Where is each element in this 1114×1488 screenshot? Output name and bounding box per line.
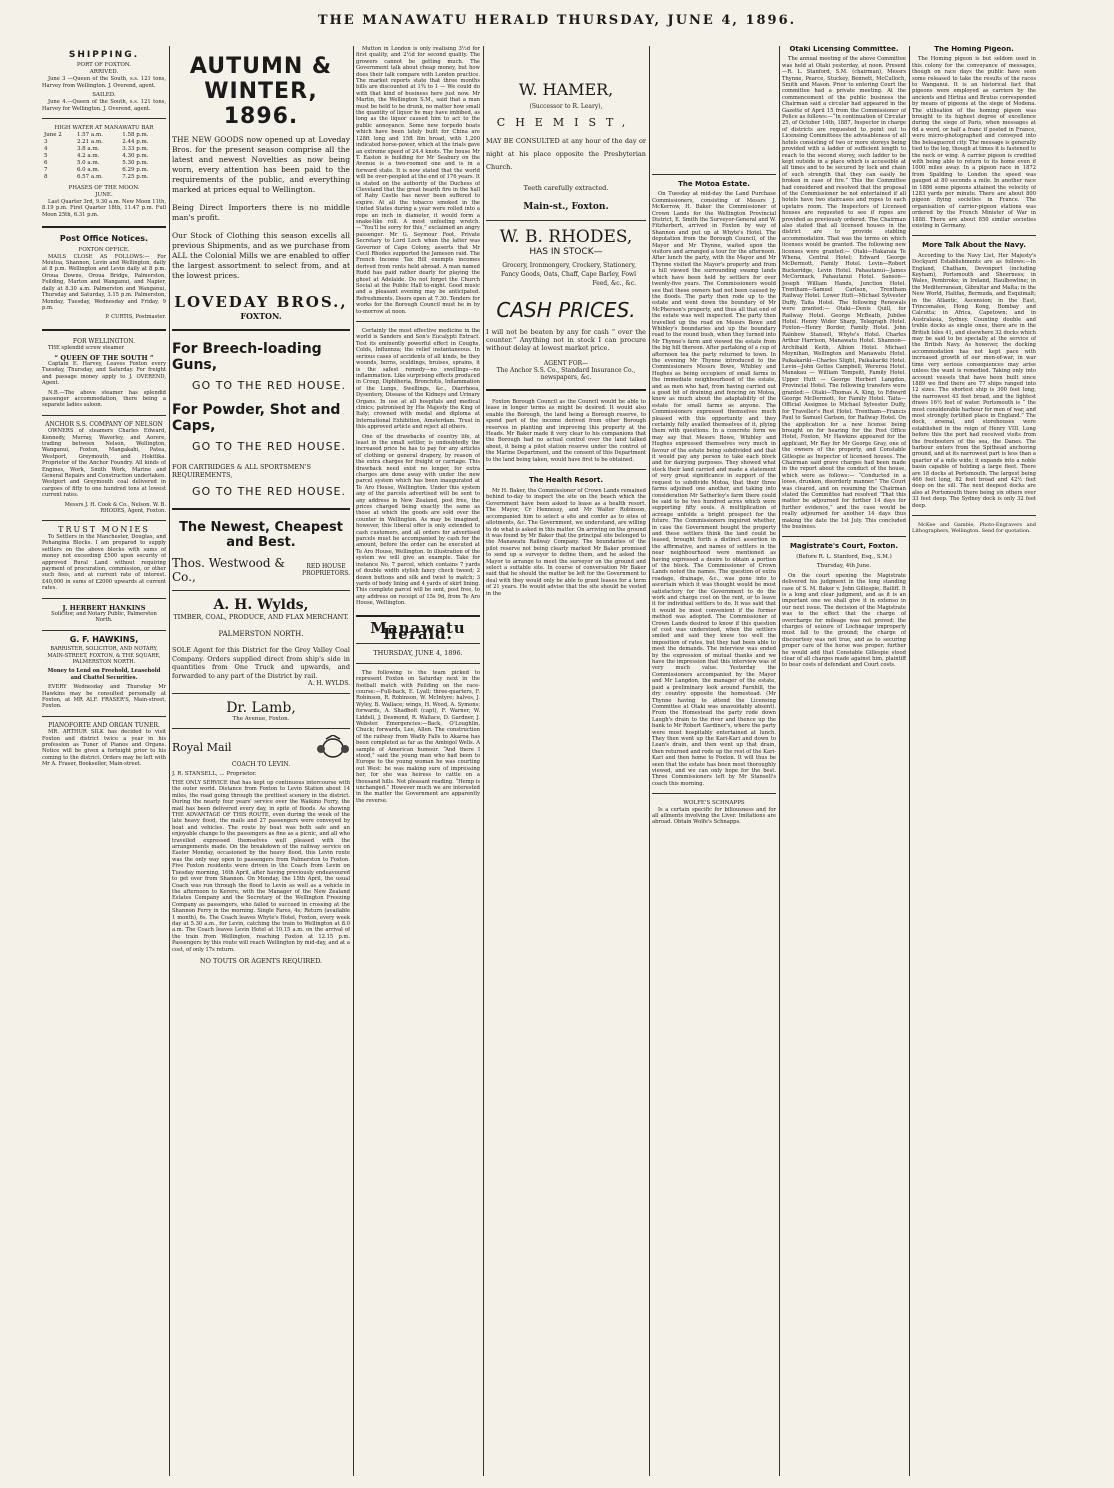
anchor-sign: Messrs J. H. Cook & Co., Nelson. W. B. RHODES, Agent, Foxton. — [64, 501, 166, 515]
tide-row — [42, 167, 166, 174]
wylds-sub: TIMBER, COAL, PRODUCE, AND FLAX MERCHANT. — [173, 613, 349, 621]
post-title: Post Office Notices. — [59, 234, 149, 244]
port-label: PORT OF FOXTON. — [76, 62, 132, 69]
motoa-title: The Motoa Estate. — [678, 180, 750, 188]
schnapps-title: WOLFE'S SCHNAPPS — [683, 800, 745, 807]
guns-sub: GO TO THE RED HOUSE. — [192, 379, 346, 392]
autumn-title: AUTUMN & WINTER, 1896. — [189, 54, 333, 129]
tide-cell: 8 — [44, 174, 48, 181]
trust-text: To Settlers in the Manchester, Douglas, and Pohangina Blocks. I am prepared to supply settlers on the above blocks with sums of money not exceeding £500 upon security of approved Rural Land without requiring payment of procuration, commission, or other such fees, and at current rate of interest. £40,000 in sums of £2000 upwards at current rates. — [42, 533, 166, 592]
loveday-town: FOXTON. — [240, 311, 282, 321]
chemist-text: MAY BE CONSULTED at any hour of the day or night at his place opposite the Presbyterian Church. — [486, 137, 646, 171]
tide-cell: 3.8 a.m. — [76, 146, 100, 153]
tide-cell: 6.57 a.m. — [76, 174, 103, 181]
otaki-title: Otaki Licensing Committee. — [789, 46, 899, 53]
shipping-title: SHIPPING. — [68, 50, 140, 60]
autumn-text: THE NEW GOODS now opened up at Loveday Bros. for the present season comprise all the latest and newest Novelties as now being worn, every attention has been paid to the requirements of the public, and everything marked at prices equal to Wellington. — [172, 135, 350, 194]
column-rule — [649, 46, 650, 1476]
herald-date: THURSDAY, JUNE 4, 1896. — [373, 649, 463, 658]
column-rule — [169, 46, 170, 1476]
navy-title: More Talk About the Navy. — [922, 241, 1026, 250]
stock-text: Our Stock of Clothing this season excells all previous Shipments, and as we purchase from ALL the Colonial Mills we are enabled to offer the largest assortment to select from, and at the lowest prices. — [172, 231, 350, 280]
cash-text: I will not be beaten by any for cash “ over the counter.” Anything not in stock I can procure without delay at lowest market price. — [486, 328, 646, 352]
teeth-text: Teeth carefully extracted. — [523, 184, 609, 192]
steamer-name: “ QUEEN OF THE SOUTH ” — [54, 353, 154, 362]
page-masthead — [0, 0, 1114, 40]
magistrate-date: Thursday, 4th June. — [816, 563, 872, 570]
wellington-title: FOR WELLINGTON. — [72, 337, 136, 345]
hamer-title: W. HAMER, — [518, 80, 614, 99]
post-office: FOXTON OFFICE. — [78, 246, 130, 253]
column-advertisements-2 — [486, 46, 646, 1476]
coach-prop: J. R. STANSELL, ... Proprietor. — [172, 771, 257, 777]
powder-title: For Powder, Shot and Caps, — [172, 402, 341, 434]
coach-title: COACH TO LEVIN. — [231, 761, 291, 768]
royal-mail-label: Royal Mail — [172, 740, 232, 754]
sailed-label: SAILED. — [92, 92, 116, 99]
agent-text: The Anchor S.S. Co., Standard Insurance Co., newspapers, &c. — [496, 367, 636, 381]
column-rule — [779, 46, 780, 1476]
tide-row — [42, 146, 166, 153]
nb-text: N.B.—The above steamer has splendid passenger accommodation, there being a separate ladies saloon. — [42, 389, 166, 409]
westwood-name: Thos. Westwood & Co., — [172, 556, 286, 584]
column-rule — [909, 46, 910, 1476]
tide-cell: June 2 — [44, 132, 62, 139]
wylds-text: SOLE Agent for this District for the Grey Valley Coal Company. Orders supplied direct from ship's side in quantities from One Truck and upwards, and forwarded to any part of the District by rail. — [172, 646, 350, 680]
newest-title: The Newest, Cheapest and Best. — [179, 520, 343, 550]
arrived-text: June 3 —Queen of the South, s.s. 121 tons, Harvey from Wellington. J. Overend, agent. — [42, 76, 166, 89]
royal-crest-icon — [316, 735, 350, 759]
tide-cell: 5 — [44, 153, 48, 160]
cartridges-sub: GO TO THE RED HOUSE. — [192, 485, 346, 498]
tide-cell: 3 — [44, 139, 48, 146]
pigeon-text: The Homing pigeon is but seldom used in this colony for the conveyance of messages, though on race days the public have seen some released to take the results of the races to Wanganui. It is an historical fact that pigeons were employed as carriers by the ancients and Hirtius and Brutus corresponded by means of pigeons at the siege of Modena. The utilisation of the homing pigeon was brought to its highest degree of excellence during the siege of Paris, when messages at 6d a word, or half a franc if posted in France, were micro-photographed and conveyed into the beleaguered city. The message is generally tied to the leg, though at times it is fastened to the neck or wing. A carrier pigeon is credited with being able to return to its home even if 1000 miles away. In a pigeon race in 1872 from Spalding to London the speed was gauged at 80 seconds a mile. In another race in 1886 some pigeons attained the velocity of 1283 yards per minute. There are about 800 pigeon flying societies in France. The organisation of carrier-pigeon stations was ordered by the French Minister of War in 1888. There are about 850 similar societies existing in Germany. — [912, 56, 1036, 229]
moon-text: Last Quarter 3rd, 9.30 a.m. New Moon 11th, 8.19 p.m. First Quarter 18th, 11.47 p.m. Full Moon 25th, 6.31 p.m. — [42, 199, 166, 218]
otaki-text: The annual meeting of the above Committee was held at Otaki yesterday, at noon. Present—R. L. Stanford, S.M. (chairman), Messrs Thynne, Pearce, Stuckey, Bennett, McCulloch, Smith and Mason. Prior to entering Court the committee had a private meeting. At the commencement of the public business the Chairman said a circular had appeared in the Gazette of April 15 from the Commissioner of Police as follows:—“In continuation of Circular 25, of October 14th, 1887, Inspector in charge of districts are requested to point out to Licensing Committees the advisableness of all hotels consisting of two or more storeys being provided with a ladder of sufficient length to reach to the second storey, such ladder to be kept outside in a place which is accessible at all times and to be secured by lock and chain of such strength that they can easily be broken in case of fire.” This the Committee had considered and resolved that the proposal of the Commissioner be not entertained if all hotels have two staircases and ropes to each upstairs room. The Inspectors of Licensed houses are requested to see if ropes are provided as previously ordered. The Chairman also stated that all licensed houses in the district are to provide stabling accommodation. That was the terms on which licenses would be granted. The following new licenses were granted:— Otaki—Hakaraia Te Whena, Central Hotel; Edward George McDermott, Family Hotel. Levin—Robert Buckeridge, Levin Hotel. Pahautanui—James McCormack, Pahautanui Hotel. Sanson—Joseph William Hands, Junction Hotel. Trentham—Samuel Carlson, Trentham Railway Hotel. Lower Hutt—Michael Sylvester Duffy, Taita Hotel. The following Renewals were granted:— Otaki—Denis Quill, for Railway Hotel. George McBeath, Jubilee Hotel. Henry Wider Sharp, Telegraph Hotel. Foxton—Henry Border, Family Hotel. John Rainbow Stansell, Whyte's Hotel. Charles Arthur Harrison, Manawatu Hotel. Shannon—Archibald Keith, Albion Hotel. Michael Moynihan, Wellington and Manawatu Hotel. Paikakariki—Charles Slight, Paikakariki Hotel. Levin—John Gettes Campbell, Wereroa Hotel. Manakau — William Tompsitt, Family Hotel. Upper Hutt — George Herbert Langdon, Provincial Hotel. The following transfers were granted:— Otaki—Thomas A. King, to Edward George McDermott, for Family Hotel. Taita—Official Assignee to Michael Sylvester Duffy, for Traveller's Rest Hotel. Trentham—Francis Paul to Samuel Carlson, for Railway Hotel. On the application for a new license being brought on for hearing for the Post Office Hotel, Foxton, Mr Hawkins appeared for the applicant, Mr Ray for Mr George Gray, one of the owners of the property, and Constable Gillespie as Inspector of licensed houses. The Chairman said grave charges had been made in the report about the conduct of the house, which were as follows:— “Conducted in a loose, drunken, disorderly manner.” The Court was cleared, and on resuming the Chairman stated the Committee had resolved “That this matter be adjourned for further 14 days for further evidence,” and the case would be really adjourned for another 14 days thus making the date the 1st July. This concluded the business. — [782, 56, 906, 531]
guns-title: For Breech-loading Guns, — [172, 341, 322, 373]
magistrate-sub: (Before R. L. Stanford, Esq., S.M.) — [796, 553, 892, 560]
tide-cell: 4.30 p.m. — [122, 153, 149, 160]
post-sign: P. CURTIS, Postmaster. — [105, 314, 166, 321]
sailed-text: June 4.—Queen of the South, s.s. 121 tons, Harvey for Wellington. J. Overend, agent. — [42, 99, 166, 112]
health-text: Mr H. Baker, the Commissioner of Crown Lands remained behind to-day to inspect the site on the beach which the Government have been asked to lease as a health resort. The Mayor, Cr Hennessy, and Mr Walter Robinson, accompanied him to select a site and confer as to sites of allotments, &c. The Government, we understand, are willing to do what is asked in this matter. On arriving on the ground it was found by Mr Baker that the principal site belonged to the Manawatu Railway Company. The boundaries of the pilot reserve not being clearly marked Mr Baker promised to send up a surveyor to define them, and he asked the Mayor to arrange to meet the surveyor on the ground and select a suitable site. In course of conversation Mr Baker said that he should the matter be left for the Government to deal with they would only be able to grant leases for a term of 21 years. He would advise that the site should be vested in the — [486, 488, 646, 597]
coach-text: THE ONLY SERVICE that has kept up continuous intercourse with the outer world. Distance from Foxton to Levin Station about 14 miles, the road going through the prettiest scenery in the district. During the nearly four years' service over the Waikino Ferry, the mail has been delivered every day, in spite of floods. As showing THE ADVANTAGE OF THIS ROUTE, even during the week of the late heavy flood, the mails and 27 passengers were conveyed by boat and vehicles. The route by boat was both safe and an enjoyable change to the passengers as fine as a picnic, and all who travelled expressed themselves well pleased with the arrangements made. On the breakdown of the railway service on Easter Monday, occasioned by the heavy flood, this Levin route was the only way open to passengers from Palmerston to Foxton. Five Foxton residents were driven in the Coach from Levin on Tuesday morning, 16th April, after having previously endeavoured to get over from Shannon. On Monday, the 15th April, the usual Coach was run through the flood to Levin as well as a vehicle in the afternoon to Kereru, with the Manager of the New Zealand Estates Company and the Secretary of the Wellington Freezing Company as passengers, who failed to succeed in crossing at the Shannon Ferry in the morning. Single Fares, 4s; Return (available 1 month), 6s. The Coach leaves Whyte's Hotel, Foxton, every week day at 5.30 a.m., for Levin, catching the train to Wellington at 8.0 a.m. The Coach leaves Levin Hotel at 10.15 a.m. on the arrival of the train from Wellington, reaching Foxton at 12.15 p.m. Passengers by this route will reach Wellington by mid-day, and at a cost, of only 17s return. — [172, 780, 350, 953]
hawkins-name: G. F. HAWKINS, — [69, 634, 139, 644]
tide-row — [42, 153, 166, 160]
editorial-text: The following is the team picked to represent Foxton on Saturday next in the football match with Feilding on the race-course:—Full-back, E. Lyall; three-quarters, F. Robinson, R. Robinson, W. McIntyre; halves, J. Wyley, B. Wallace; wings, H. Wood, A. Symons; forwards, A. Shadbolt (capt), F. Warner, W. Liddell, J. Desmond, R. Wallace, D. Gardner, J. Webster. Emergencies:—Back, O'Loughlin, Chuck; forwards, Lee, Allen. The construction of the railway from Wadly Falls to Akaroa has been completed as far as the Ambigol Wells. A sample of American humour. “And there I stood,” said the young man who had been to Europe to the young woman he was courting out West: he was making sure of impressing her, for she was heiress to cattle on a thousand hills. Not pleasant reading. “Hemp is unchanged.” However much we are interested in the matter the Government are apparently the reverse. — [356, 669, 480, 804]
column-motoa — [652, 46, 776, 1476]
footer-text: McKee and Gamble, Photo-Engravers and Lithographers, Wellington. Send for quotation. — [912, 522, 1036, 535]
navy-text: According to the Navy List, Her Majesty's Dockyard Establishments are as follows:—In England, Chatham, Devonport (including Keyham), Portsmouth and Sheerness; in Wales, Pembroke; in Ireland, Haulbowline; in the Mediterranean, Gibraltar and Malta; in the New World, Halifax, Bermuda, and Esquimalt; in the Atlantic, Ascension; in the East, Trincomalee, Hong Kong, Bombay and Calcutta; in Africa, Capetown; and in Australasia, Sydney. Counting double and treble docks as single ones, there are in the British Isles 41, and elsewhere 32 docks which may be said to be specially at the service of the British Navy. As however, the docking accommodation has not kept pace with increased growth of our men-of-war, in war time very serious consequences may arise unless the want is remedied. Taking only into account vessels that have been built since 1889 we find there are 77 ships ranged into 12 sizes. The shortest ship is 300 feet long, the narrowest 43 feet broad, and the lightest draws 16½ feet of water. Portsmouth is “ the most considerable harbour for men of war, and most strongly fortified place in England.” The dock, arsenal, and storehouses were established in the reign of Henry VIII. Long before this the port had received visits from the freebooters of the sea, the Danes. The harbour enters from the Spithead anchoring ground, and at its narrowest part is less than a quarter of a mile wide; it expands into a noble basin capable of holding a large fleet. There are 18 docks at Portsmouth. The largest being 466 feet long, 82 feet broad and 42½ feet deep on the sill. The next deepest docks are also at Portsmouth there being six others over 33 feet deep. The Sydney dock is only 32 feet deep. — [912, 252, 1036, 509]
column-licensing — [782, 46, 906, 1476]
column-rule — [483, 46, 484, 1476]
tide-row — [42, 160, 166, 167]
tide-row — [42, 132, 166, 139]
tide-cell: 2.44 p.m. — [122, 139, 149, 146]
tide-cell: 6 — [44, 160, 48, 167]
loveday-name: LOVEDAY BROS., — [174, 293, 348, 311]
main-st-text: Main-st., Foxton. — [523, 202, 609, 212]
tide-title: HIGH WATER AT MANAWATU BAR — [54, 125, 154, 132]
lamb-title: Dr. Lamb, — [226, 700, 296, 716]
trust-title: TRUST MONIES — [58, 525, 150, 535]
hawkins-role: BARRISTER, SOLICITOR, AND NOTARY, MAIN-STREET, FOXTON, & THE SQUARE, PALMERSTON NORTH. — [47, 646, 161, 665]
hawkins-text: EVERY Wednesday and Thursday Mr Hawkins may be consulted personally at Foxton, at MR ALF. FRASER'S, Main-street, Foxton. — [42, 684, 166, 710]
tide-row — [42, 139, 166, 146]
piano-text: MR. ARTHUR SILK has decided to visit Foxton and district twice a year in his profession as Tuner of Pianos and Organs. Notice will be given a fortnight prior to his coming to the district. Orders may be left with Mr A. Fraser, Bookseller, Main-street. — [42, 729, 166, 768]
hawkins-money: Money to Lend on Freehold, Leasehold and Chattel Securities. — [47, 668, 161, 681]
powder-sub: GO TO THE RED HOUSE. — [192, 440, 346, 453]
tide-cell: 1.57 a.m. — [76, 132, 103, 139]
chemist-label: CHEMIST, — [496, 116, 636, 129]
column-pigeon-navy — [912, 46, 1036, 1476]
wylds-title: A. H. Wylds, — [213, 597, 309, 613]
news-item: Certainly the most effective medicine in the world is Sanders and Son's Eucalypti Extract. Test its eminently powerful effect in Coughs, Colds, Influenza; the relief instantaneous. In serious cases of accidents of all kinds, be they wounds, burns, scaldings, bruises, sprains, it is the safest remedy—no swellings—no inflammation. Like surprising effects produced in Croup, Diphtheria, Bronchitis, Inflammation of the Lungs, Swellings, &c., Diarrhoea, Dysentery, Disease of the Kidneys and Urinary Organs. In use at all hospitals and medical clinics; patronised by His Majesty the King of Italy; crowned with medal and diploma at International Exhibition, Amsterdam. Trust in this approved article and reject all others. — [356, 328, 480, 431]
tide-cell: 7 — [44, 167, 48, 174]
tide-cell: 5.30 p.m. — [122, 160, 149, 167]
wylds-town: PALMERSTON NORTH. — [218, 630, 304, 638]
wylds-sign: A. H. WYLDS. — [308, 680, 350, 687]
moon-month: JUNE. — [95, 192, 113, 199]
magistrate-title: Magistrate's Court, Foxton. — [789, 542, 899, 551]
column-shipping — [42, 46, 166, 1476]
hankins-role: Solicitor, and Notary Public, Palmerston North. — [51, 610, 157, 624]
tide-cell: 2.21 a.m. — [76, 139, 103, 146]
tide-cell: 4.2 a.m. — [76, 153, 100, 160]
news-item: One of the drawbacks of country life, at least in the small settler, is undoubtedly the increased price he has to pay for any articles of clothing or general drapery, by reason of the extra charges for freight or carriage. This drawback need exist no longer, for extra charges are done away with under the new parcel system which has been inaugurated at Te Aro House, Wellington. Under this system any of the parcels advertised will be sent to any address in New Zealand, post free, the prices charged being exactly the same as those at which the goods are sold over the counter in Wellington. As may be imagined, however, this liberal offer is only extended to cash customers, and all orders for advertised parcels must be accompanied by cash for the amount, before the order can be executed at Te Aro House, Wellington. In illustration of the system we will give an example. Take for instance No. 7 parcel, which contains 7 yards of double width stylish fancy check tweed; 2 dozen buttons and silk and twist to match; 3 yards of body lining and 4 yards of skirt lining. This complete parcel will be sent, post free, to any address on receipt of 15s 9d, from Te Aro House, Wellington. — [356, 433, 480, 607]
moon-title: PHASES OF THE MOON. — [68, 185, 140, 192]
tide-row — [42, 174, 166, 181]
pigeon-title: The Homing Pigeon. — [934, 46, 1014, 53]
westwood-sub: RED HOUSE PROPRIETORS. — [302, 563, 350, 577]
health-title: The Health Resort. — [528, 476, 603, 485]
agent-title: AGENT FOR— — [543, 360, 589, 367]
cartridges-title: FOR CARTRIDGES & ALL SPORTSMEN'S REQUIREMENTS, — [172, 463, 312, 479]
hamer-sub: (Successor to R. Leary), — [529, 103, 603, 110]
tide-cell: 4 — [44, 146, 48, 153]
importers-text: Being Direct Importers there is no middle man's profit. — [172, 203, 350, 222]
herald-masthead: Manawatu Herald. — [370, 618, 466, 643]
tide-cell: 3.33 p.m. — [122, 146, 149, 153]
cash-prices: CASH PRICES. — [496, 298, 636, 322]
arrived-label: ARRIVED. — [89, 69, 119, 76]
newspaper-page — [42, 46, 1094, 1476]
column-news-1 — [356, 46, 480, 1476]
column-advertisements — [172, 46, 350, 1476]
tide-cell: 6.29 p.m. — [122, 167, 149, 174]
piano-title: PIANOFORTE AND ORGAN TUNER. — [48, 721, 160, 729]
borough-text: Foxton Borough Council as the Council would be able to lease in longer terms as might be desired. It would also enable the Borough, the land being a Borough reserve, to spend part of the income derived from other Borough reserves in planting and improving this property at the Heads. Mr Baker made it very clear to his companions that the Borough had no actual control over the land talked about, it being a pilot station reserve under the control of the Marine Department, and the consent of this Department to the land being taken, would have first to be obtained. — [486, 399, 646, 463]
rhodes-items: Grocery, Ironmongery, Crockery, Stationery, Fancy Goods, Oats, Chaff, Cape Barley, Fowl Feed, &c., &c. — [500, 262, 636, 287]
news-item: Mutton in London is only realising 3½d for first quality, and 2½d for second quality. The growers cannot be getting much. The Government talk about cheap money, but how does their talk compare with London practice. The market reports state that three months bills are discounted at 1¾ to 1 — We could do with that kind of business here just now. Mr Martin, the Wellington S.M., said that a man must be held to be drunk, no matter how small the quantity of liquor he may have imbibed, as long as the liquor caused him to act to the public annoyance. Some new torpedo boats which have been lately built for China are 128ft long and 15ft 8in broad, with 1,200 indicated horse-power, which at the trials gave an extreme speed of 24.4 knots. The house Mr T. Easton is building for Mr Seabury on the Avenue is a two-roomed one and is in a forward state. It is now stated that the world will be over-peopled at the end of 176 years. It is stated on the authority of the Duchess of Cleveland that the great hearth fire in the hall of Raby Castle has never been suffered to expire. At all the tobacco smoked in the United States during a year were rolled into a rope an inch in diameter, it would form a snake-like roll. A most unfeeling wretch.—“You'll be sorry for this,” exclaimed an angry passenger. Mr G. Seymour Foot, Private Secretary to Lord Loch when the latter was Governor of Cape Colony, asserts that Mr Cecil Rhodes supported the Jameson raid. The French Income Tax Bill exempts incomes derived from rents held abroad. A man named Rudd has paid rather dearly for playing the ghost at Adelaide. Do not forget the Church Social at the Public Hall to-night. Good music and a pleasant evening may be anticipated. Refreshments. Doors open at 7.30. Tenders for works for the Borough Council must be in by to-morrow at noon. — [356, 46, 480, 315]
lamb-addr: The Avenue, Foxton. — [232, 716, 290, 722]
steamer-text: THE splendid screw steamer — [48, 345, 125, 352]
schnapps-text: Is a certain specific for biliousness and for all ailments involving the Liver. Imitations are abroad. Obtain Wolfe's Schnapps. — [652, 806, 776, 826]
magistrate-text: On the court opening the Magistrate delivered his judgment in the long standing case of S. M. Baker v. John Gillespie, Bailiff. It is a long and clear judgment, and as it is an important one we shall give it in extenso in our next issue. The decision of the Magistrate was to the effect that the charge of overcharge for mileage was not proved; the charges of seizure of Lochnagar improperly must fall to the ground; the charge of discourtesy was not true, and as to securing proper care of the horse was proper; further he would add that Constable Gillespie stood clear of all charges made against him, plaintiff to bear costs of defendant and Court costs. — [782, 572, 906, 669]
rhodes-sub: HAS IN STOCK— — [529, 247, 603, 257]
tide-cell: 1.58 p.m. — [122, 132, 149, 139]
tide-cell: 6.0 a.m. — [76, 167, 100, 174]
hankins-name: J. HERBERT HANKINS — [62, 603, 146, 612]
touts-text: NO TOUTS OR AGENTS REQUIRED. — [199, 956, 323, 965]
anchor-text: OWNERS of steamers Charles Edward, Kennedy, Murray, Waverley, and Aorere, trading between Nelson, Wellington, Wanganui, Foxton, Mangakahi, Patea, Westport, Greymouth, and Hokitika. Proprietor of the Anchor Foundry. All kinds of Engines, Work, Smith Work, Marine and General Repairs and Construction undertaken. Westport and Greymouth coal delivered in cargoes of fifty to one hundred tons at lowest current rates. — [42, 428, 166, 499]
tide-cell: 5.0 a.m. — [76, 160, 100, 167]
masthead-title: THE MANAWATU HERALD THURSDAY, JUNE 4, 1896. — [317, 13, 797, 28]
rhodes-title: W. B. RHODES, — [499, 227, 633, 247]
post-text: MAILS CLOSE AS FOLLOWS:— For Moutoa, Shannon, Levin and Wellington, daily at 8 p.m. Wellington and Levin daily at 8 p.m. Oroua Downs, Oroua Bridge, Palmerston, Feilding, Marton and Wanganui, and Napier, daily at 8.30 a.m. Palmerston and Wanganui, Thursday and Saturday, 3.15 p.m. Palmerston, Monday, Tuesday, Wednesday and Friday, 9 p.m. — [42, 253, 166, 311]
captain-text: Captain E. Harvey, Leaves Foxton every Tuesday, Thursday, and Saturday. For freight and passage money apply to J. OVEREND, Agent. — [42, 360, 166, 387]
tide-table — [42, 132, 166, 181]
tide-cell: 7.25 p.m. — [122, 174, 149, 181]
motoa-text: On Tuesday at mid-day the Land Purchase Commissioners, consisting of Messrs J. McKerrow, H. Baker the Commissioner of Crown Lands for the Wellington Provincial District, E. Smith the Surveyor-General and W. Fitzherbert, arrived in Foxton by way of Shannon and put up at Whyte's Hotel. The deputation from the Borough Council, of the Mayor and Mr Thynne, waited upon the visitors and arranged a tour for the afternoon. After lunch the party, with the Mayor and Mr Thynne visited the Mayor's property and from a hill viewed the surrounding swamp lands which have been held by settlers for over twenty-five years. The Commissioners would see that these owners had not been caused by the floods. The party then rode up to the estate and went down the boundary of Mr McPherson's property, and thus all that end of the estate was well inspected. The party then travelled up the road on Messrs Bowe and Whibley's boundaries and up the boundary road to the round bush, when they turned into Mr Thynne's farm and viewed the estate from the big hill thereon. After partaking of a cup of afternoon tea the party returned to town. In the evening Mr Thynne introduced to the Commissioners Messrs Bowe, Whibley and Hughes as being occupiers of small farms in the immediate neighbourhood of the estate, and as men who had, from having carried out a good bit of draining and fencing on Motoa, knew as much about the adaptability of the estate for small farms as anyone. The Commissioners expressed themselves much pleased with this opportunity and they certainly fully availed themselves of it, plying them with questions. In a concrete form we may say that Messrs Bowe, Whibley and Hughes expressed themselves very much in favour of the estate being subdivided and that it would pay any person to take each block and for dairying purposes. They showed what stock their land carried and made a statement of very great significance in support of the request to subdivide Motoa, that their three farms adjoined one another, and taking into consideration Mr Satherley's farm there could be said to be two hundred acres which were supporting fifty souls. A multiplication of acreage unfolds a bright prospect for the future. The Commissioners inquired whether, in case the Government bought the property and these settlers think the land could be leased, brought forth a distinct assertion in the affirmative, and names of settlers in the near neighbourhood were mentioned as having expressed a desire to obtain a portion of the block. The Commissioner of Crown Lands noted the names. The question of extra roadage, drainage, &c., was gone into to ascertain which it was thought would be most satisfactory for the Government to do the work and charge cost on the rent, or to leave it for individual settlers to do. It was said that it would be most convenient if the former method was adopted. The Commissioner of Crown Lands desired to know if this question of cost was understood, when the settlers smiled and said they knew too well the imposition of rates, but they had been able to meet the demands. The interview was ended by the expression of mutual thanks and we have the impression that this interview was of very much value. Yesterday the Commissioners accompanied by the Mayor and Mr Langdon, the manager of the estate, paid a preliminary look around Farnhill, the dry country opposite the homestead. (Mr Thynne having to attend the Licensing Committee at Otaki was unavoidably absent). From the Homestead the party rode down Laugh's drain to the river and thence up the bank to Mr Robert Gardiner's, where the party were most hospitably entertained at lunch. They then went up the Kari-Kari and down to Lean's drain, and then went up that drain, then returned and rode up the rest of the Kari-Kari and then home to Foxton. It will thus be seen that the estate has been most thoroughly viewed, and we can only hope for the best. Three Commissioners left by Mr Stansell's coach this morning. — [652, 191, 776, 787]
anchor-title: ANCHOR S.S. COMPANY OF NELSON — [45, 420, 163, 428]
column-rule — [353, 46, 354, 1476]
